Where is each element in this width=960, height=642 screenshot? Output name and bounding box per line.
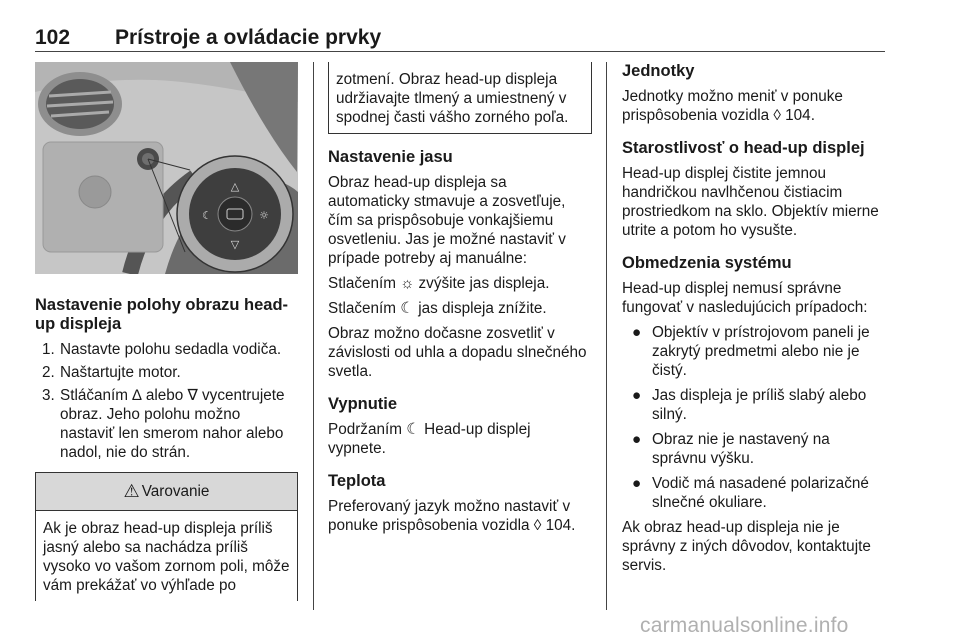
air-vent-icon (38, 72, 122, 136)
column-left (35, 62, 298, 601)
list-item: 3. Stláčaním ∆ alebo ∇ vycentrujete obraz. Jeho polohu možno nastaviť len smerom nahor alebo nadol, nie do strán. (42, 387, 285, 461)
svg-text:▽: ▽ (230, 238, 240, 251)
svg-text:☾: ☾ (202, 209, 212, 222)
section-heading-care: Starostlivosť o head-up displej (622, 139, 865, 157)
section-heading-limits: Obmedzenia systému (622, 254, 792, 272)
section-heading-temperature: Teplota (328, 472, 386, 490)
list-item: 2. Naštartujte motor. (42, 364, 181, 381)
paragraph: Head-up displej čistite jemnou handričkou navlhčenou čistiacim prostriedkom na sklo. Objektív mierne utrite a potom ho vysušte. (622, 165, 879, 239)
hud-button-cluster-icon (177, 156, 293, 272)
paragraph: Obraz head-up displeja sa automaticky stmavuje a zosvetľuje, čím sa prispôsobuje vonkajšiemu osvetleniu. Jas je možné nastaviť v prípade potreby aj manuálne: (328, 174, 566, 267)
section-heading-position: Nastavenie polohy obrazu head-up displeja (35, 296, 289, 333)
bullet-icon: ● (632, 431, 642, 448)
section-heading-brightness: Nastavenie jasu (328, 148, 453, 166)
list-item: 1. Nastavte polohu sedadla vodiča. (42, 341, 282, 358)
paragraph: Ak obraz head-up displeja nie je správny z iných dôvodov, kontaktujte servis. (622, 519, 871, 574)
list-item: ● Vodič má nasadené polarizačné slnečné okuliare. (632, 475, 869, 511)
page-header (35, 24, 885, 50)
hud-controls-illustration (35, 62, 298, 274)
bullet-icon: ● (632, 387, 642, 404)
paragraph: Head-up displej nemusí správne fungovať v nasledujúcich prípadoch: (622, 280, 868, 316)
svg-text:△: △ (230, 180, 240, 193)
list-item: ● Jas displeja je príliš slabý alebo silný. (632, 387, 867, 423)
header-rule (35, 51, 885, 52)
column-right (622, 62, 884, 581)
steps-list (35, 340, 298, 462)
warning-header (36, 473, 297, 511)
warning-box (35, 472, 298, 601)
paragraph: Stlačením ☾ jas displeja znížite. (328, 300, 547, 317)
column-middle (328, 62, 592, 541)
warning-continuation: zotmení. Obraz head-up displeja udržiavajte tlmený a umiestnený v spodnej časti vášho zorného poľa. (328, 62, 592, 134)
list-item: ● Objektív v prístrojovom paneli je zakrytý predmetmi alebo nie je čistý. (632, 324, 870, 379)
page-number: 102 (35, 26, 71, 49)
bullet-icon: ● (632, 324, 642, 341)
warning-triangle-icon: ⚠ (123, 481, 140, 501)
warning-title: Varovanie (141, 483, 210, 500)
limits-list (622, 323, 884, 512)
paragraph: Podržaním ☾ Head-up displej vypnete. (328, 421, 531, 457)
paragraph: Preferovaný jazyk možno nastaviť v ponuke prispôsobenia vozidla ◊ 104. (328, 498, 576, 534)
watermark: carmanualsonline.info (640, 614, 849, 637)
column-divider-left (313, 62, 314, 610)
section-heading-units: Jednotky (622, 62, 695, 80)
svg-text:☼: ☼ (259, 209, 269, 222)
list-item: ● Obraz nie je nastavený na správnu výšku. (632, 431, 830, 467)
paragraph: Obraz možno dočasne zosvetliť v závislosti od uhla a dopadu slnečného svetla. (328, 325, 587, 380)
section-heading-off: Vypnutie (328, 395, 398, 413)
page-title: Prístroje a ovládacie prvky (115, 26, 382, 49)
paragraph: Stlačením ☼ zvýšite jas displeja. (328, 275, 550, 292)
dashboard-drawing (35, 62, 298, 274)
warning-text: Ak je obraz head-up displeja príliš jasný alebo sa nachádza príliš vysoko vo vašom zornom poli, môže vám prekážať vo výhľade po (43, 520, 290, 594)
paragraph: Jednotky možno meniť v ponuke prispôsobenia vozidla ◊ 104. (622, 88, 843, 124)
bullet-icon: ● (632, 475, 642, 492)
column-divider-right (606, 62, 607, 610)
